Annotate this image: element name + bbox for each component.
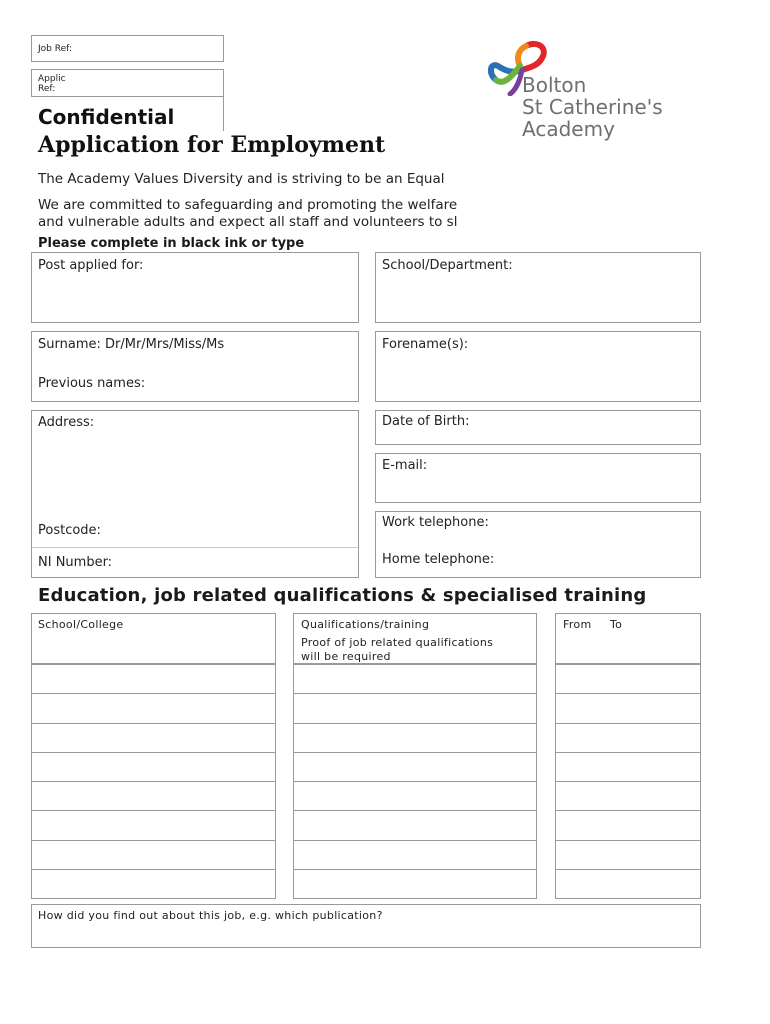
dates-cell[interactable] [555, 810, 701, 840]
address-label: Address: [38, 415, 95, 430]
school-cell[interactable] [31, 781, 276, 811]
logo-line-academy: Academy [522, 117, 615, 141]
date-of-birth-field[interactable] [375, 410, 701, 445]
work-telephone-label: Work telephone: [382, 515, 489, 530]
school-cell[interactable] [31, 664, 276, 694]
dates-cell[interactable] [555, 869, 701, 899]
school-cell[interactable] [31, 810, 276, 840]
instruction-text: Please complete in black ink or type [38, 236, 305, 251]
email-field[interactable] [375, 453, 701, 503]
qualification-cell[interactable] [293, 869, 537, 899]
dates-cell[interactable] [555, 781, 701, 811]
intro-diversity: The Academy Values Diversity and is striving to be an Equal [38, 171, 445, 187]
col-qualifications-label: Qualifications/training [301, 618, 430, 631]
col-to-label: To [610, 618, 623, 631]
school-department-label: School/Department: [382, 258, 513, 273]
dates-cell[interactable] [555, 693, 701, 723]
col-proof-line1: Proof of job related qualifications [301, 636, 494, 649]
school-cell[interactable] [31, 752, 276, 782]
qualification-cell[interactable] [293, 664, 537, 694]
school-department-field[interactable] [375, 252, 701, 323]
home-telephone-label: Home telephone: [382, 552, 495, 567]
applic-ref-label-line2: Ref: [38, 84, 56, 94]
ref-divider [223, 97, 224, 131]
qualification-cell[interactable] [293, 693, 537, 723]
applic-ref-box[interactable] [31, 69, 224, 97]
intro-safeguarding-line2: and vulnerable adults and expect all staff and volunteers to sl [38, 214, 458, 230]
address-field[interactable] [31, 410, 359, 578]
surname-field[interactable] [31, 331, 359, 402]
post-applied-field[interactable] [31, 252, 359, 323]
surname-label: Surname: Dr/Mr/Mrs/Miss/Ms [38, 337, 225, 352]
dates-cell[interactable] [555, 752, 701, 782]
date-of-birth-label: Date of Birth: [382, 414, 470, 429]
col-qualifications-header [293, 613, 537, 664]
applic-ref-label-line1: Applic [38, 74, 66, 84]
logo-line-st-catherines: St Catherine's [522, 95, 663, 119]
school-cell[interactable] [31, 869, 276, 899]
confidential-heading: Confidential [38, 105, 175, 129]
ni-number-label: NI Number: [38, 555, 113, 570]
post-applied-label: Post applied for: [38, 258, 144, 273]
col-school-header [31, 613, 276, 664]
logo-line-bolton: Bolton [522, 73, 587, 97]
col-proof-line2: will be required [301, 650, 391, 663]
dates-cell[interactable] [555, 723, 701, 753]
previous-names-label: Previous names: [38, 376, 146, 391]
forenames-field[interactable] [375, 331, 701, 402]
telephone-field[interactable] [375, 511, 701, 578]
school-cell[interactable] [31, 840, 276, 870]
qualification-cell[interactable] [293, 752, 537, 782]
page-title: Application for Employment [38, 132, 386, 158]
col-dates-header [555, 613, 701, 664]
qualification-cell[interactable] [293, 781, 537, 811]
school-cell[interactable] [31, 723, 276, 753]
qualification-cell[interactable] [293, 840, 537, 870]
col-from-label: From [563, 618, 592, 631]
forenames-label: Forename(s): [382, 337, 469, 352]
dates-cell[interactable] [555, 664, 701, 694]
postcode-label: Postcode: [38, 523, 101, 538]
how-found-label: How did you find out about this job, e.g. which publication? [38, 909, 383, 922]
school-cell[interactable] [31, 693, 276, 723]
education-heading: Education, job related qualifications & specialised training [38, 585, 647, 606]
address-divider [32, 547, 358, 548]
qualification-cell[interactable] [293, 723, 537, 753]
job-ref-box[interactable] [31, 35, 224, 62]
job-ref-label: Job Ref: [38, 44, 73, 54]
qualification-cell[interactable] [293, 810, 537, 840]
how-found-field[interactable] [31, 904, 701, 948]
email-label: E-mail: [382, 458, 428, 473]
dates-cell[interactable] [555, 840, 701, 870]
intro-safeguarding-line1: We are committed to safeguarding and promoting the welfare [38, 197, 458, 213]
col-school-label: School/College [38, 618, 124, 631]
